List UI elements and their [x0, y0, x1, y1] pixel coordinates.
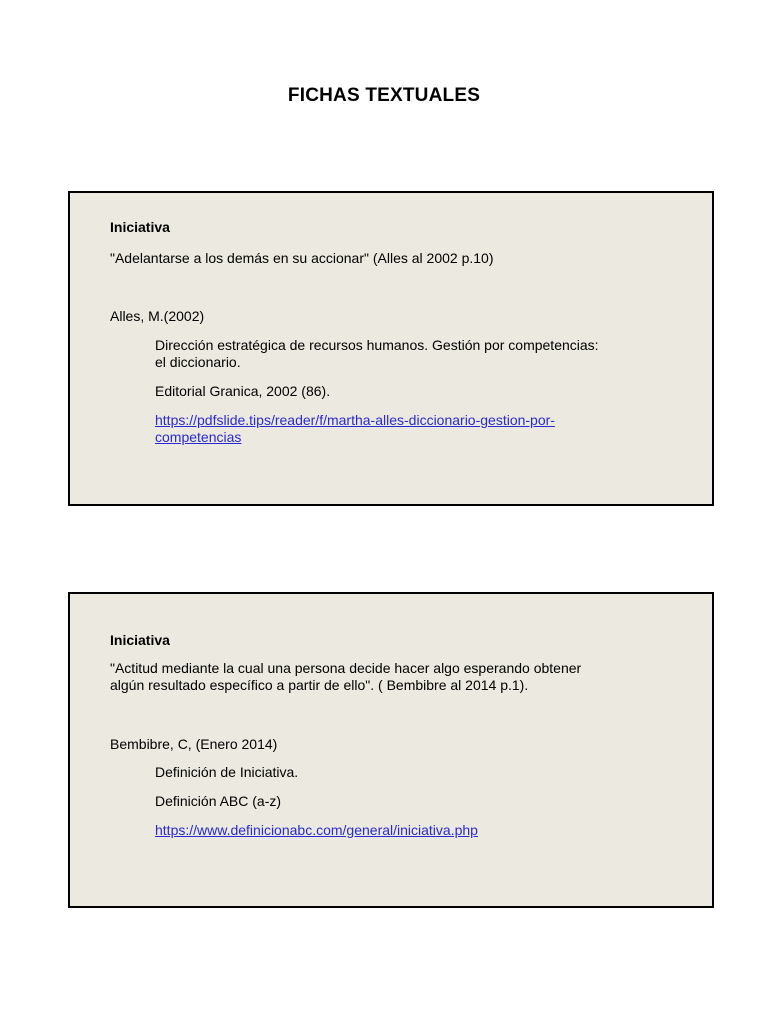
card-work-line-1: Dirección estratégica de recursos humanos. Gestión por competencias:: [155, 337, 599, 353]
source-link-line-1[interactable]: https://pdfslide.tips/reader/f/martha-alles-diccionario-gestion-por-: [155, 412, 555, 428]
card-author: Bembibre, C, (Enero 2014): [110, 736, 278, 752]
card-publisher: Definición ABC (a-z): [155, 793, 282, 809]
card-heading: Iniciativa: [110, 219, 170, 235]
card-link-block: [155, 822, 478, 839]
card-quote-line-1: "Actitud mediante la cual una persona decide hacer algo esperando obtener: [110, 660, 582, 676]
page-title: FICHAS TEXTUALES: [287, 85, 481, 106]
card-work: Definición de Iniciativa.: [155, 764, 299, 780]
citation-card-1: [68, 191, 714, 506]
card-work-line-2: el diccionario.: [155, 354, 241, 370]
card-author: Alles, M.(2002): [110, 308, 205, 324]
card-link-block-2: [155, 429, 241, 446]
source-link-line-2[interactable]: competencias: [155, 429, 242, 445]
card-quote: "Adelantarse a los demás en su accionar" (Alles al 2002 p.10): [110, 250, 494, 266]
source-link[interactable]: https://www.definicionabc.com/general/iniciativa.php: [155, 822, 478, 838]
card-heading: Iniciativa: [110, 632, 170, 648]
card-link-block: [155, 412, 555, 429]
citation-card-2: [68, 592, 714, 908]
card-quote-line-2: algún resultado específico a partir de ello". ( Bembibre al 2014 p.1).: [110, 677, 529, 693]
card-publisher: Editorial Granica, 2002 (86).: [155, 383, 331, 399]
